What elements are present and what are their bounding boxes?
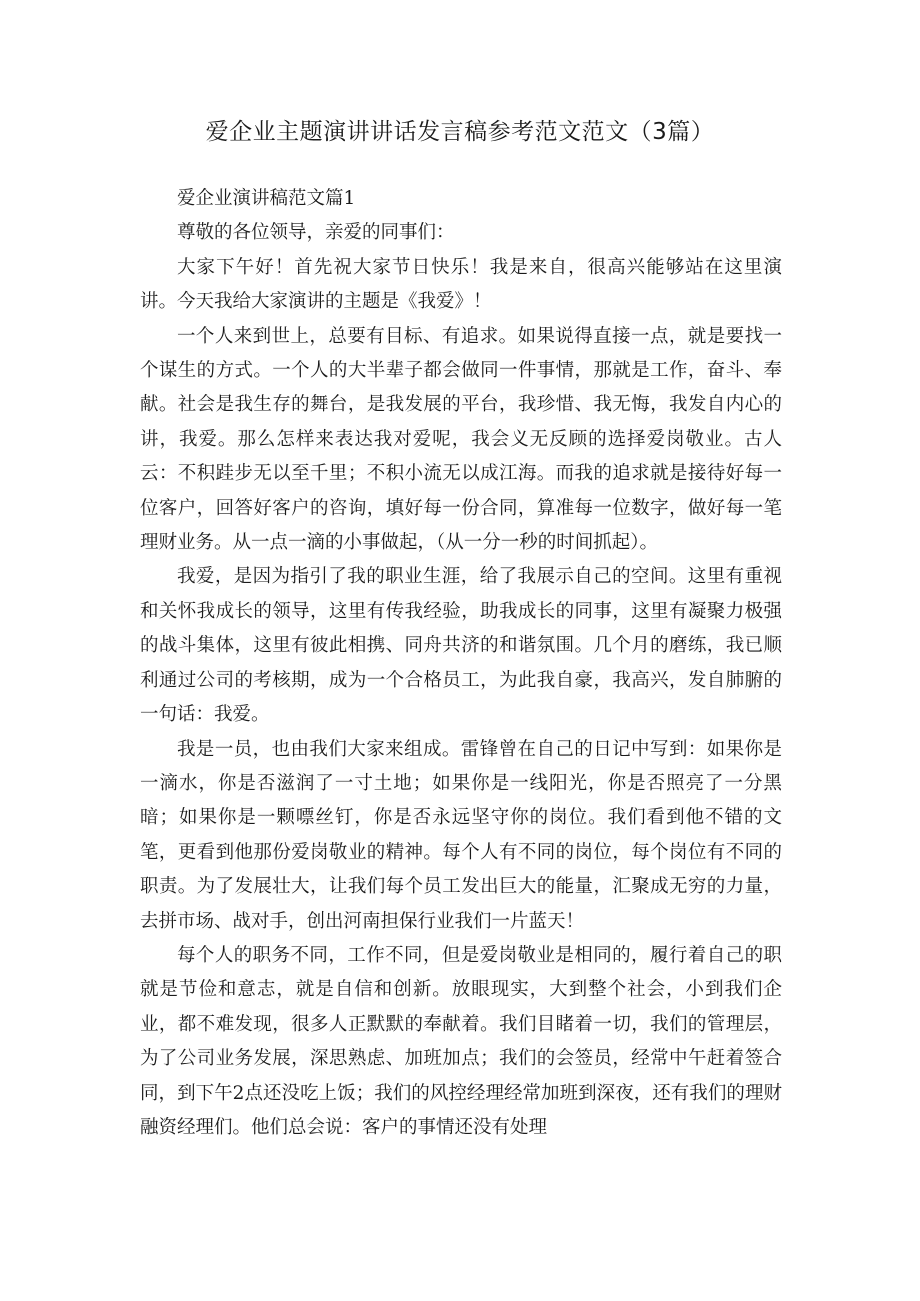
paragraph-2: 一个人来到世上，总要有目标、有追求。如果说得直接一点，就是要找一个谋生的方式。一个人的大半辈子都会做同一件事情，那就是工作，奋斗、奉献。社会是我生存的舞台，是我发展的平台，我珍惜、我无悔，我发自内心的讲，我爱。那么怎样来表达我对爱呢，我会义无反顾的选择爱岗敬业。古人云：不积跬步无以至千里；不积小流无以成江海。而我的追求就是接待好每一位客户，回答好客户的咨询，填好每一份合同，算准每一位数字，做好每一笔理财业务。从一点一滴的小事做起，（从一分一秒的时间抓起）。 <box>140 325 782 554</box>
paragraph-4: 我是一员，也由我们大家来组成。雷锋曾在自己的日记中写到：如果你是一滴水，你是否滋润了一寸土地；如果你是一线阳光，你是否照亮了一分黑暗；如果你是一颗嘌丝钉，你是否永远坚守你的岗位。我们看到他不错的文笔，更看到他那份爱岗敬业的精神。每个人有不同的岗位，每个岗位有不同的职责。为了发展壮大，让我们每个员工发出巨大的能量，汇聚成无穷的力量，去拼市场、战对手，创出河南担保行业我们一片蓝天！ <box>140 738 782 932</box>
document-body <box>140 182 782 1145</box>
paragraph-5: 每个人的职务不同，工作不同，但是爱岗敬业是相同的，履行着自己的职就是节俭和意志，就是自信和创新。放眼现实，大到整个社会，小到我们企业，都不难发现，很多人正默默的奉献着。我们目睹着一切，我们的管理层，为了公司业务发展，深思熟虑、加班加点；我们的会签员，经常中午赶着签合同，到下午2点还没吃上饭；我们的风控经理经常加班到深夜，还有我们的理财融资经理们。他们总会说：客户的事情还没有处理 <box>140 944 782 1138</box>
paragraph-1: 大家下午好！首先祝大家节日快乐！我是来自，很高兴能够站在这里演讲。今天我给大家演讲的主题是《我爱》！ <box>140 256 782 313</box>
salutation: 尊敬的各位领导，亲爱的同事们： <box>177 222 455 244</box>
document-title: 爱企业主题演讲讲话发言稿参考范文范文（3篇） <box>205 119 715 145</box>
paragraph-3: 我爱，是因为指引了我的职业生涯，给了我展示自己的空间。这里有重视和关怀我成长的领导，这里有传我经验，助我成长的同事，这里有凝聚力极强的战斗集体，这里有彼此相携、同舟共济的和谐氛围。几个月的磨练，我已顺利通过公司的考核期，成为一个合格员工，为此我自豪，我高兴，发自肺腑的一句话：我爱。 <box>140 566 782 726</box>
section-subheading: 爱企业演讲稿范文篇1 <box>177 188 356 209</box>
